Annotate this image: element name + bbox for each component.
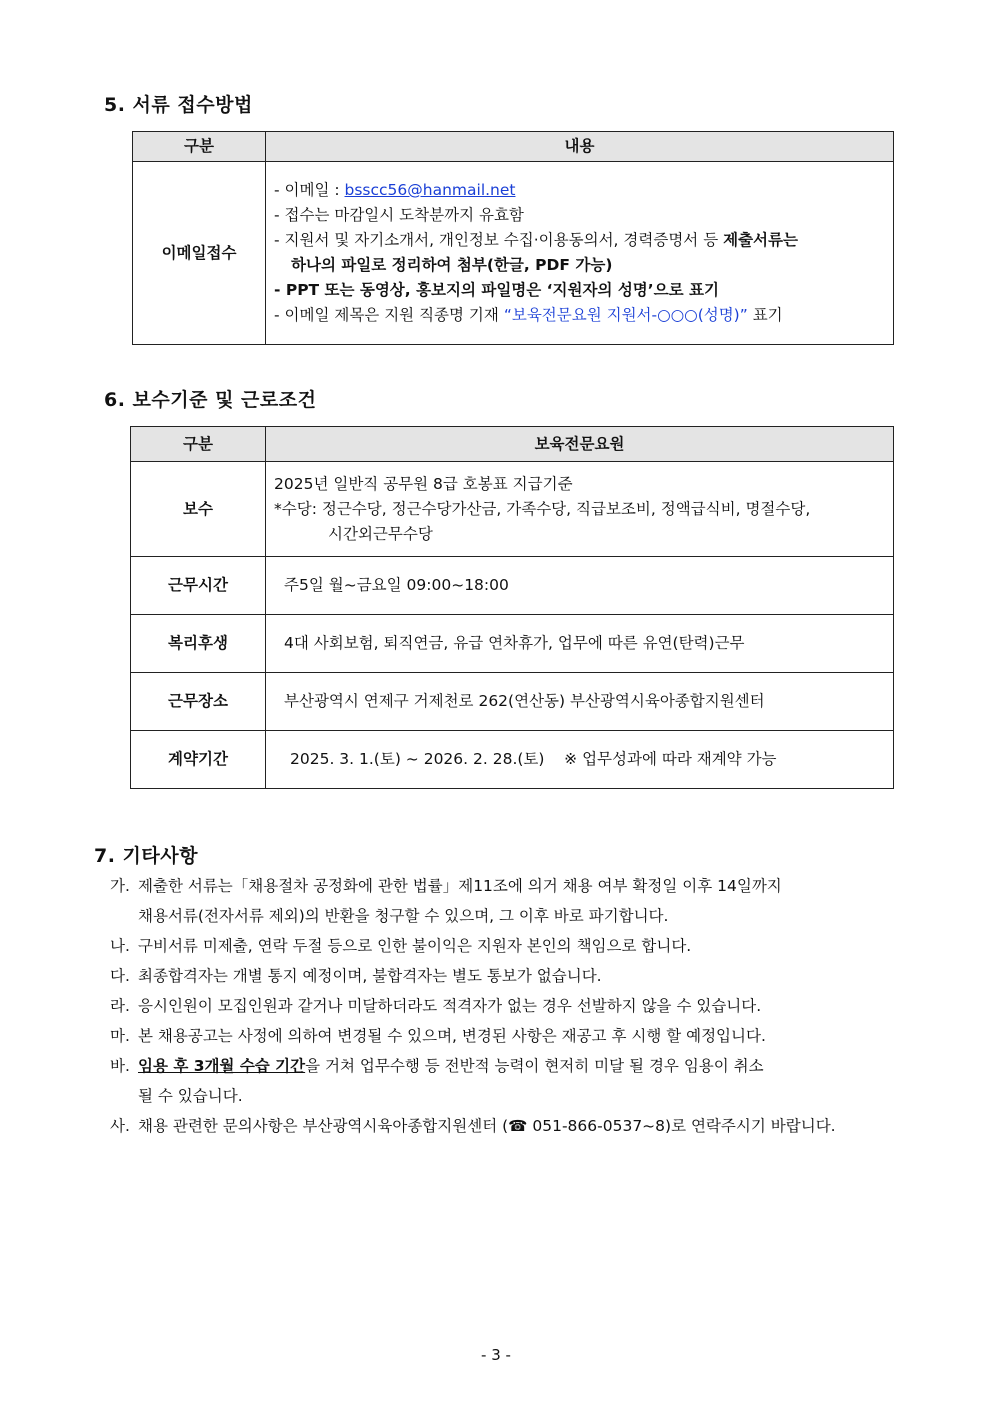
salary-line2: *수당: 정근수당, 정근수당가산금, 가족수당, 직급보조비, 정액급식비, 명절수당,: [274, 499, 811, 518]
note-text-cont: 될 수 있습니다.: [138, 1087, 243, 1105]
note-item: [110, 961, 910, 991]
header-category: 구분: [133, 132, 266, 162]
email-link[interactable]: bsscc56@hanmail.net: [344, 181, 516, 199]
header-position: 보육전문요원: [266, 427, 894, 462]
note-mark: 가.: [110, 877, 130, 895]
note-mark: 사.: [110, 1117, 130, 1135]
note-text: 최종합격자는 개별 통지 예정이며, 불합격자는 별도 통보가 없습니다.: [138, 967, 602, 985]
documents-bold: 제출서류는: [723, 231, 798, 249]
note-text: 응시인원이 모집인원과 같거나 미달하더라도 적격자가 없는 경우 선발하지 않을 수 있습니다.: [138, 997, 762, 1015]
note-mark: 라.: [110, 997, 130, 1015]
row-label-hours: 근무시간: [131, 557, 266, 615]
page-number: - 3 -: [481, 1346, 511, 1364]
hours-value: 주5일 월~금요일 09:00~18:00: [266, 557, 894, 615]
email-prefix: - 이메일 :: [274, 181, 345, 199]
submission-table: [132, 131, 894, 345]
note-item: [110, 931, 910, 961]
section5-title: 5. 서류 접수방법: [104, 94, 253, 116]
single-file-line: 하나의 파일로 정리하여 첨부(한글, PDF 가능): [291, 256, 613, 274]
welfare-value: 4대 사회보험, 퇴직연금, 유급 연차휴가, 업무에 따른 유연(탄력)근무: [266, 615, 894, 673]
email-line: [274, 178, 885, 203]
subject-line: [274, 303, 885, 328]
note-item: [110, 1051, 910, 1111]
notes-list: [110, 871, 910, 1141]
documents-line: [274, 228, 885, 253]
contact-prefix: 채용 관련한 문의사항은 부산광역시육아종합지원센터 (: [138, 1117, 509, 1135]
row-label-location: 근무장소: [131, 673, 266, 731]
note-mark: 나.: [110, 937, 130, 955]
subject-prefix: - 이메일 제목은 지원 직종명 기재: [274, 306, 504, 324]
note-mark: 다.: [110, 967, 130, 985]
note-mark: 마.: [110, 1027, 130, 1045]
note-item: [110, 871, 910, 931]
note-item: [110, 991, 910, 1021]
conditions-table: [130, 426, 894, 789]
salary-line3: 시간외근무수당: [328, 524, 433, 543]
header-content: 내용: [266, 132, 894, 162]
note-item: [110, 1111, 910, 1141]
phone-icon: ☎: [508, 1117, 528, 1135]
header-category: 구분: [131, 427, 266, 462]
note-text: 구비서류 미제출, 연락 두절 등으로 인한 불이익은 지원자 본인의 책임으로 합니다.: [138, 937, 692, 955]
probation-period: 임용 후 3개월 수습 기간: [138, 1057, 306, 1075]
note-text: 제출한 서류는「채용절차 공정화에 관한 법률」제11조에 의거 채용 여부 확정일 이후 14일까지: [138, 877, 782, 895]
email-submission-content: [266, 162, 894, 345]
note-mark: 바.: [110, 1057, 130, 1075]
contract-value: 2025. 3. 1.(토) ~ 2026. 2. 28.(토) ※ 업무성과에 따라 재계약 가능: [266, 731, 894, 789]
subject-format: “보육전문요원 지원서-○○○(성명)”: [503, 306, 748, 324]
section6-title: 6. 보수기준 및 근로조건: [104, 389, 317, 411]
note-text-cont: 채용서류(전자서류 제외)의 반환을 청구할 수 있으며, 그 이후 바로 파기합니다.: [138, 907, 669, 925]
note-item: [110, 1021, 910, 1051]
row-label-salary: 보수: [131, 462, 266, 557]
deadline-line: - 접수는 마감일시 도착분까지 유효함: [274, 206, 524, 224]
section7-title: 7. 기타사항: [94, 845, 198, 867]
filename-rule-line: - PPT 또는 동영상, 홍보지의 파일명은 ‘지원자의 성명’으로 표기: [274, 281, 719, 299]
contact-suffix: 051-866-0537~8)로 연락주시기 바랍니다.: [527, 1117, 836, 1135]
salary-line1: 2025년 일반직 공무원 8급 호봉표 지급기준: [274, 474, 573, 493]
subject-suffix: 표기: [747, 306, 783, 324]
probation-text: 을 거쳐 업무수행 등 전반적 능력이 현저히 미달 될 경우 임용이 취소: [305, 1057, 764, 1075]
location-value: 부산광역시 연제구 거제천로 262(연산동) 부산광역시육아종합지원센터: [266, 673, 894, 731]
documents-text: - 지원서 및 자기소개서, 개인정보 수집·이용동의서, 경력증명서 등: [274, 231, 724, 249]
note-text: [138, 1111, 910, 1141]
row-label-contract: 계약기간: [131, 731, 266, 789]
note-text: [138, 1051, 910, 1081]
note-text: 본 채용공고는 사정에 의하여 변경될 수 있으며, 변경된 사항은 재공고 후 시행 할 예정입니다.: [138, 1027, 766, 1045]
salary-content: [266, 462, 894, 557]
row-label-welfare: 복리후생: [131, 615, 266, 673]
row-label-email: 이메일접수: [133, 162, 266, 345]
